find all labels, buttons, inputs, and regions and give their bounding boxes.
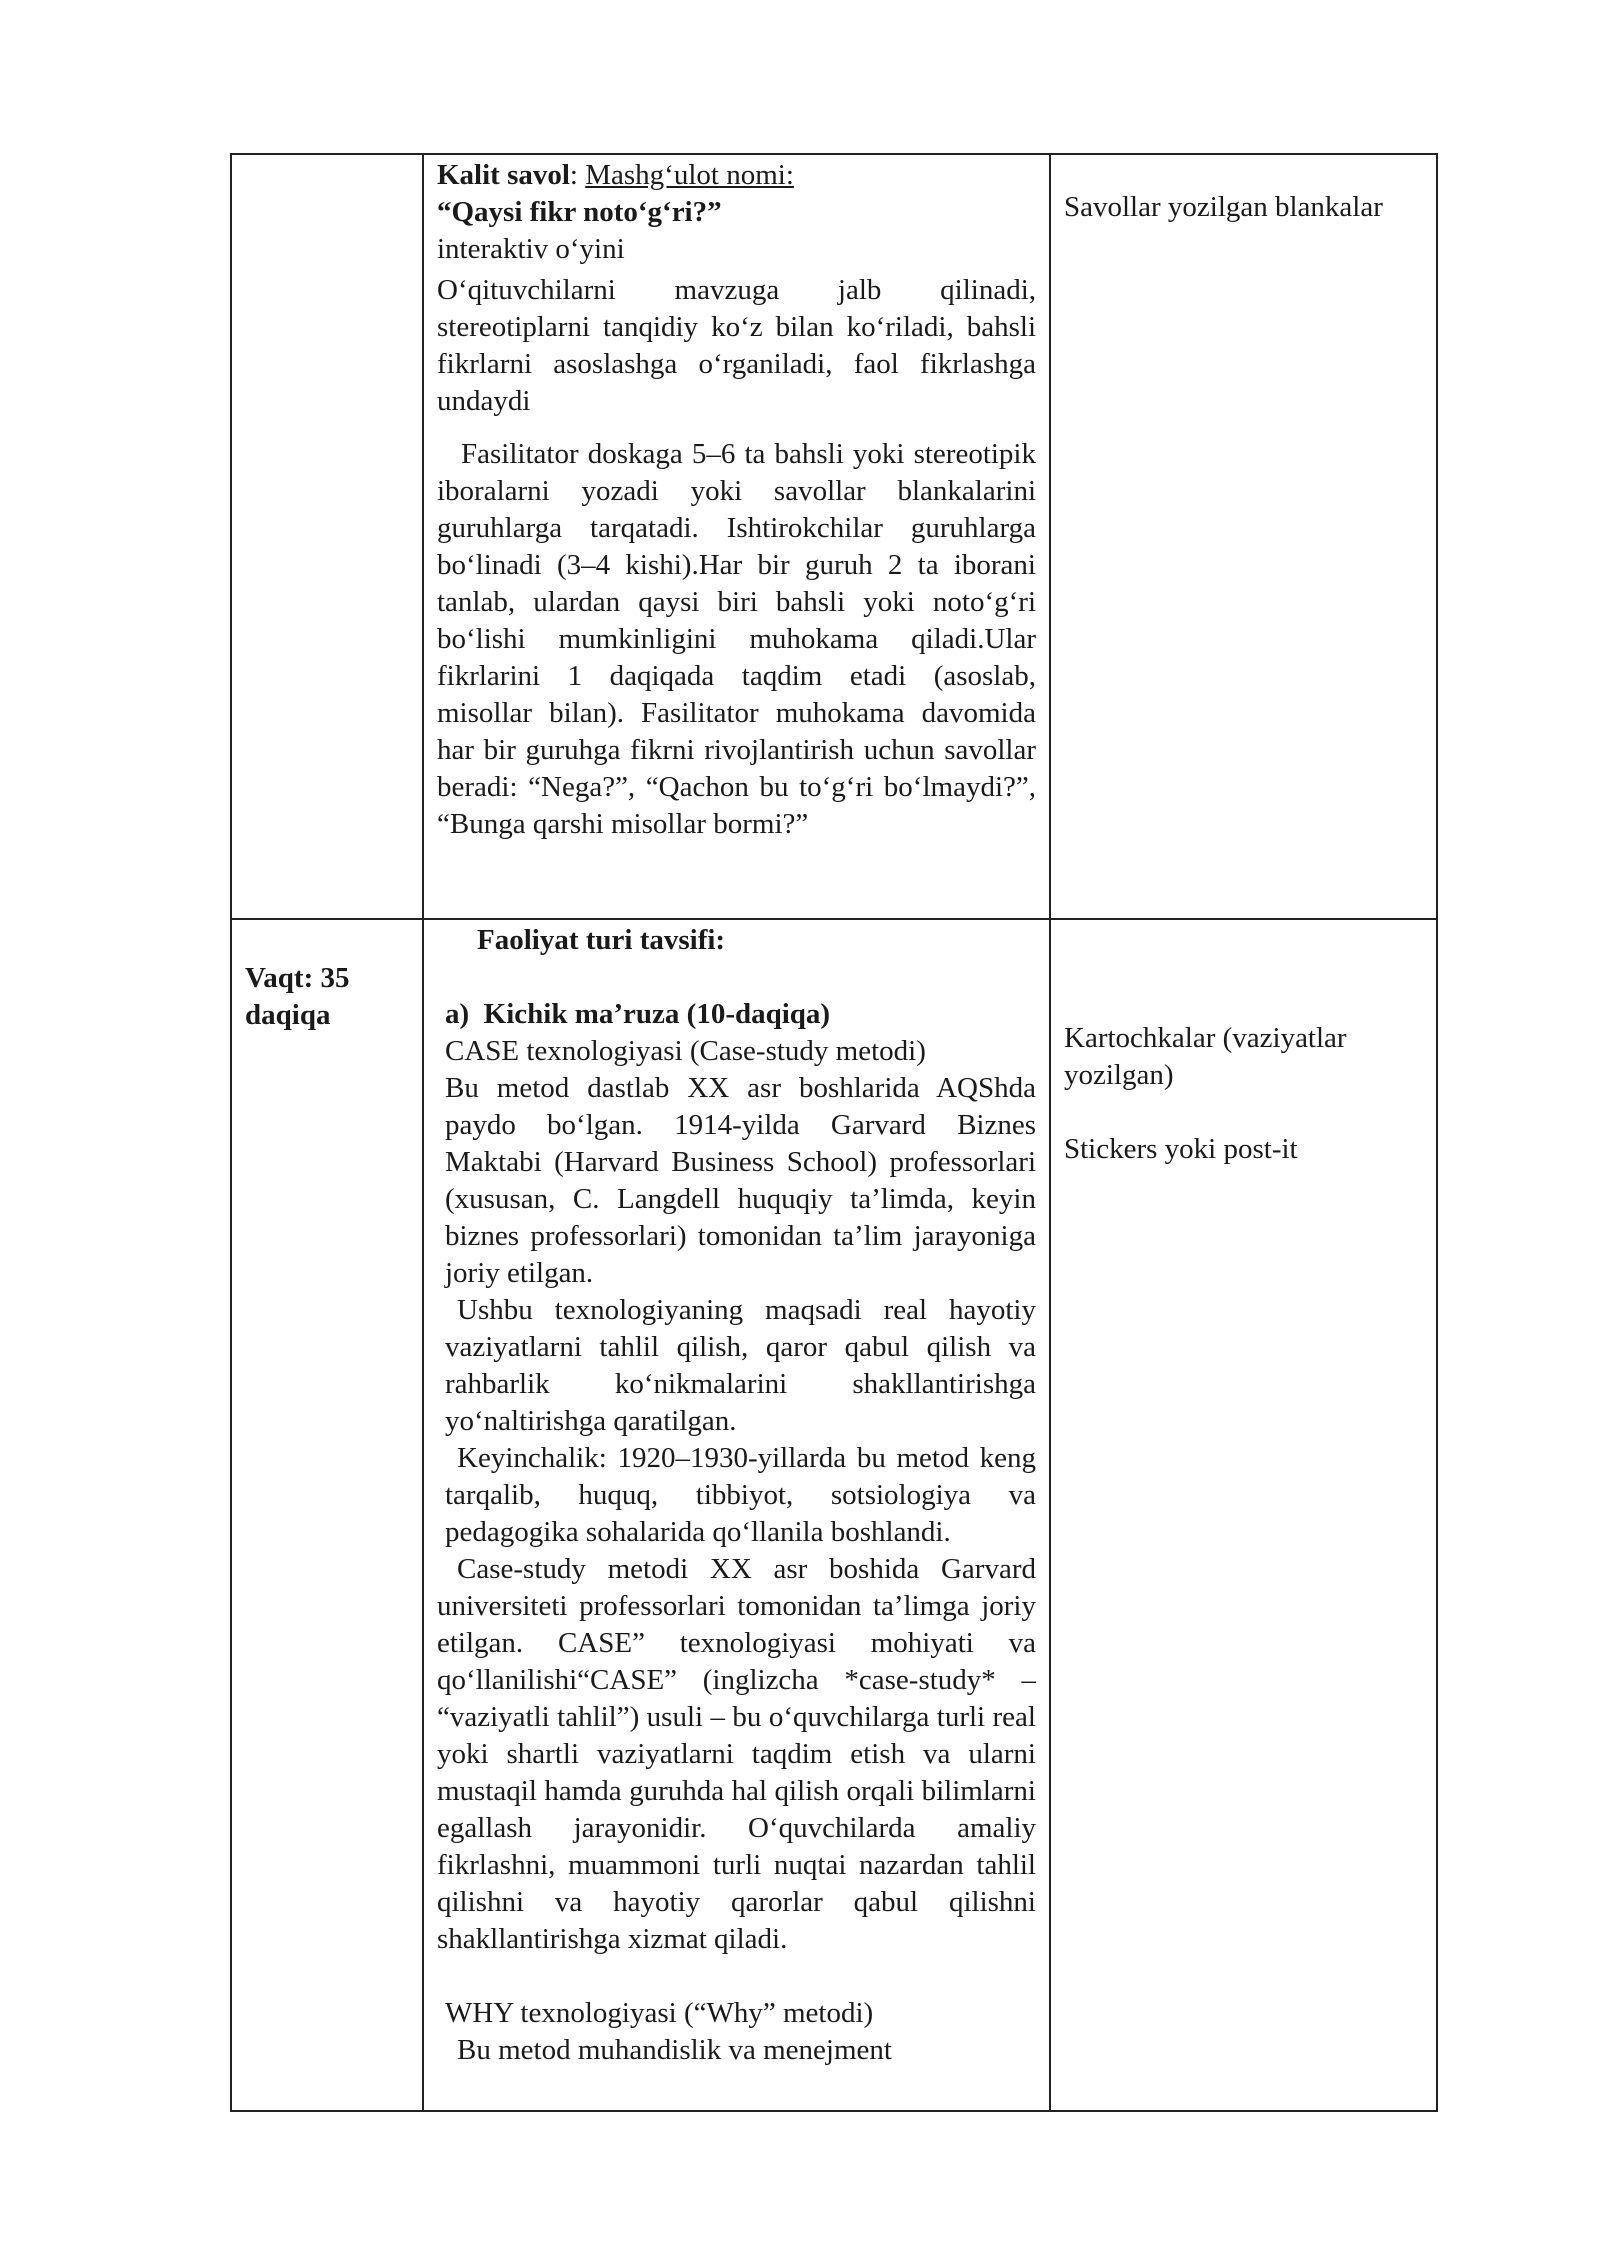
lesson-plan-table (230, 153, 1438, 2112)
procedure-paragraph: Fasilitator doskaga 5–6 ta bahsli yoki stereotipik iboralarni yozadi yoki savollar blankalarini guruhlarga tarqatadi. Ishtirokchilar guruhlarga bo‘linadi (3–4 kishi).Har bir guruh 2 ta iborani tanlab, ulardan qaysi biri bahsli yoki noto‘g‘ri bo‘lishi mumkinligini muhokama qiladi.Ular fikrlarini 1 daqiqada taqdim etadi (asoslab, misollar bilan). Fasilitator muhokama davomida har bir guruhga fikrni rivojlantirish uchun savollar beradi: “Nega?”, “Qachon bu to‘g‘ri bo‘lmaydi?”, “Bunga qarshi misollar bormi?” (437, 438, 1036, 840)
activity-heading: Faoliyat turi tavsifi: (477, 924, 726, 956)
time-label: Vaqt: 35 daqiqa (245, 962, 350, 1031)
time-cell (231, 919, 423, 2111)
why-text: Bu metod muhandislik va menejment (457, 2034, 892, 2066)
section-a-title: Kichik ma’ruza (10-daqiqa) (483, 998, 831, 1030)
key-question-line (437, 157, 1036, 194)
lesson-name-label: Mashg‘ulot nomi: (585, 159, 794, 191)
table-row (231, 154, 1437, 919)
case-purpose: Ushbu texnologiyaning maqsadi real hayotiy vaziyatlarni tahlil qilish, qaror qabul qilish va rahbarlik ko‘nikmalarini shakllantirishga yo‘naltirishga qaratilgan. (445, 1294, 1036, 1437)
case-later: Keyinchalik: 1920–1930-yillarda bu metod keng tarqalib, huquq, tibbiyot, sotsiologiya va pedagogika sohalarida qo‘llanila boshlandi. (445, 1442, 1036, 1548)
case-history: Bu metod dastlab XX asr boshlarida AQShda paydo bo‘lgan. 1914-yilda Garvard Biznes Maktabi (Harvard Business School) professorlari (xususan, C. Langdell huquqiy ta’limda, keyin biznes professorlari) tomonidan ta’lim jarayoniga joriy etilgan. (445, 1072, 1036, 1289)
materials-cards: Kartochkalar (vaziyatlar yozilgan) (1064, 1022, 1347, 1091)
materials-cell (1050, 154, 1437, 919)
activity-cell (423, 154, 1050, 919)
case-title: CASE texnologiyasi (Case-study metodi) (445, 1035, 926, 1067)
time-cell-empty (231, 154, 423, 919)
table-row (231, 919, 1437, 2111)
section-a-heading (437, 996, 1036, 1033)
section-a-marker: a) (445, 998, 470, 1030)
materials-text: Savollar yozilgan blankalar (1064, 191, 1383, 223)
activity-cell (423, 919, 1050, 2111)
game-subtitle: interaktiv o‘yini (437, 233, 625, 265)
materials-cell (1050, 919, 1437, 2111)
game-title: “Qaysi fikr noto‘g‘ri?” (437, 196, 722, 228)
intro-paragraph: O‘qituvchilarni mavzuga jalb qilinadi, stereotiplarni tanqidiy ko‘z bilan ko‘riladi, bahsli fikrlarni asoslashga o‘rganiladi, faol fikrlashga undaydi (437, 274, 1036, 417)
key-question-label: Kalit savol (437, 159, 570, 191)
why-title: WHY texnologiyasi (“Why” metodi) (445, 1997, 874, 2029)
case-essence: Case-study metodi XX asr boshida Garvard universiteti professorlari tomonidan ta’limga joriy etilgan. CASE” texnologiyasi mohiyati va qo‘llanilishi“CASE” (inglizcha *case-study* – “vaziyatli tahlil”) usuli – bu o‘quvchilarga turli real yoki shartli vaziyatlarni taqdim etish va ularni mustaqil hamda guruhda hal qilish orqali bilimlarni egallash jarayonidir. O‘quvchilarda amaliy fikrlashni, muammoni turli nuqtai nazardan tahlil qilishni va hayotiy qarorlar qabul qilishni shakllantirishga xizmat qiladi. (437, 1553, 1036, 1955)
materials-stickers: Stickers yoki post-it (1064, 1133, 1298, 1165)
colon: : (569, 159, 578, 191)
